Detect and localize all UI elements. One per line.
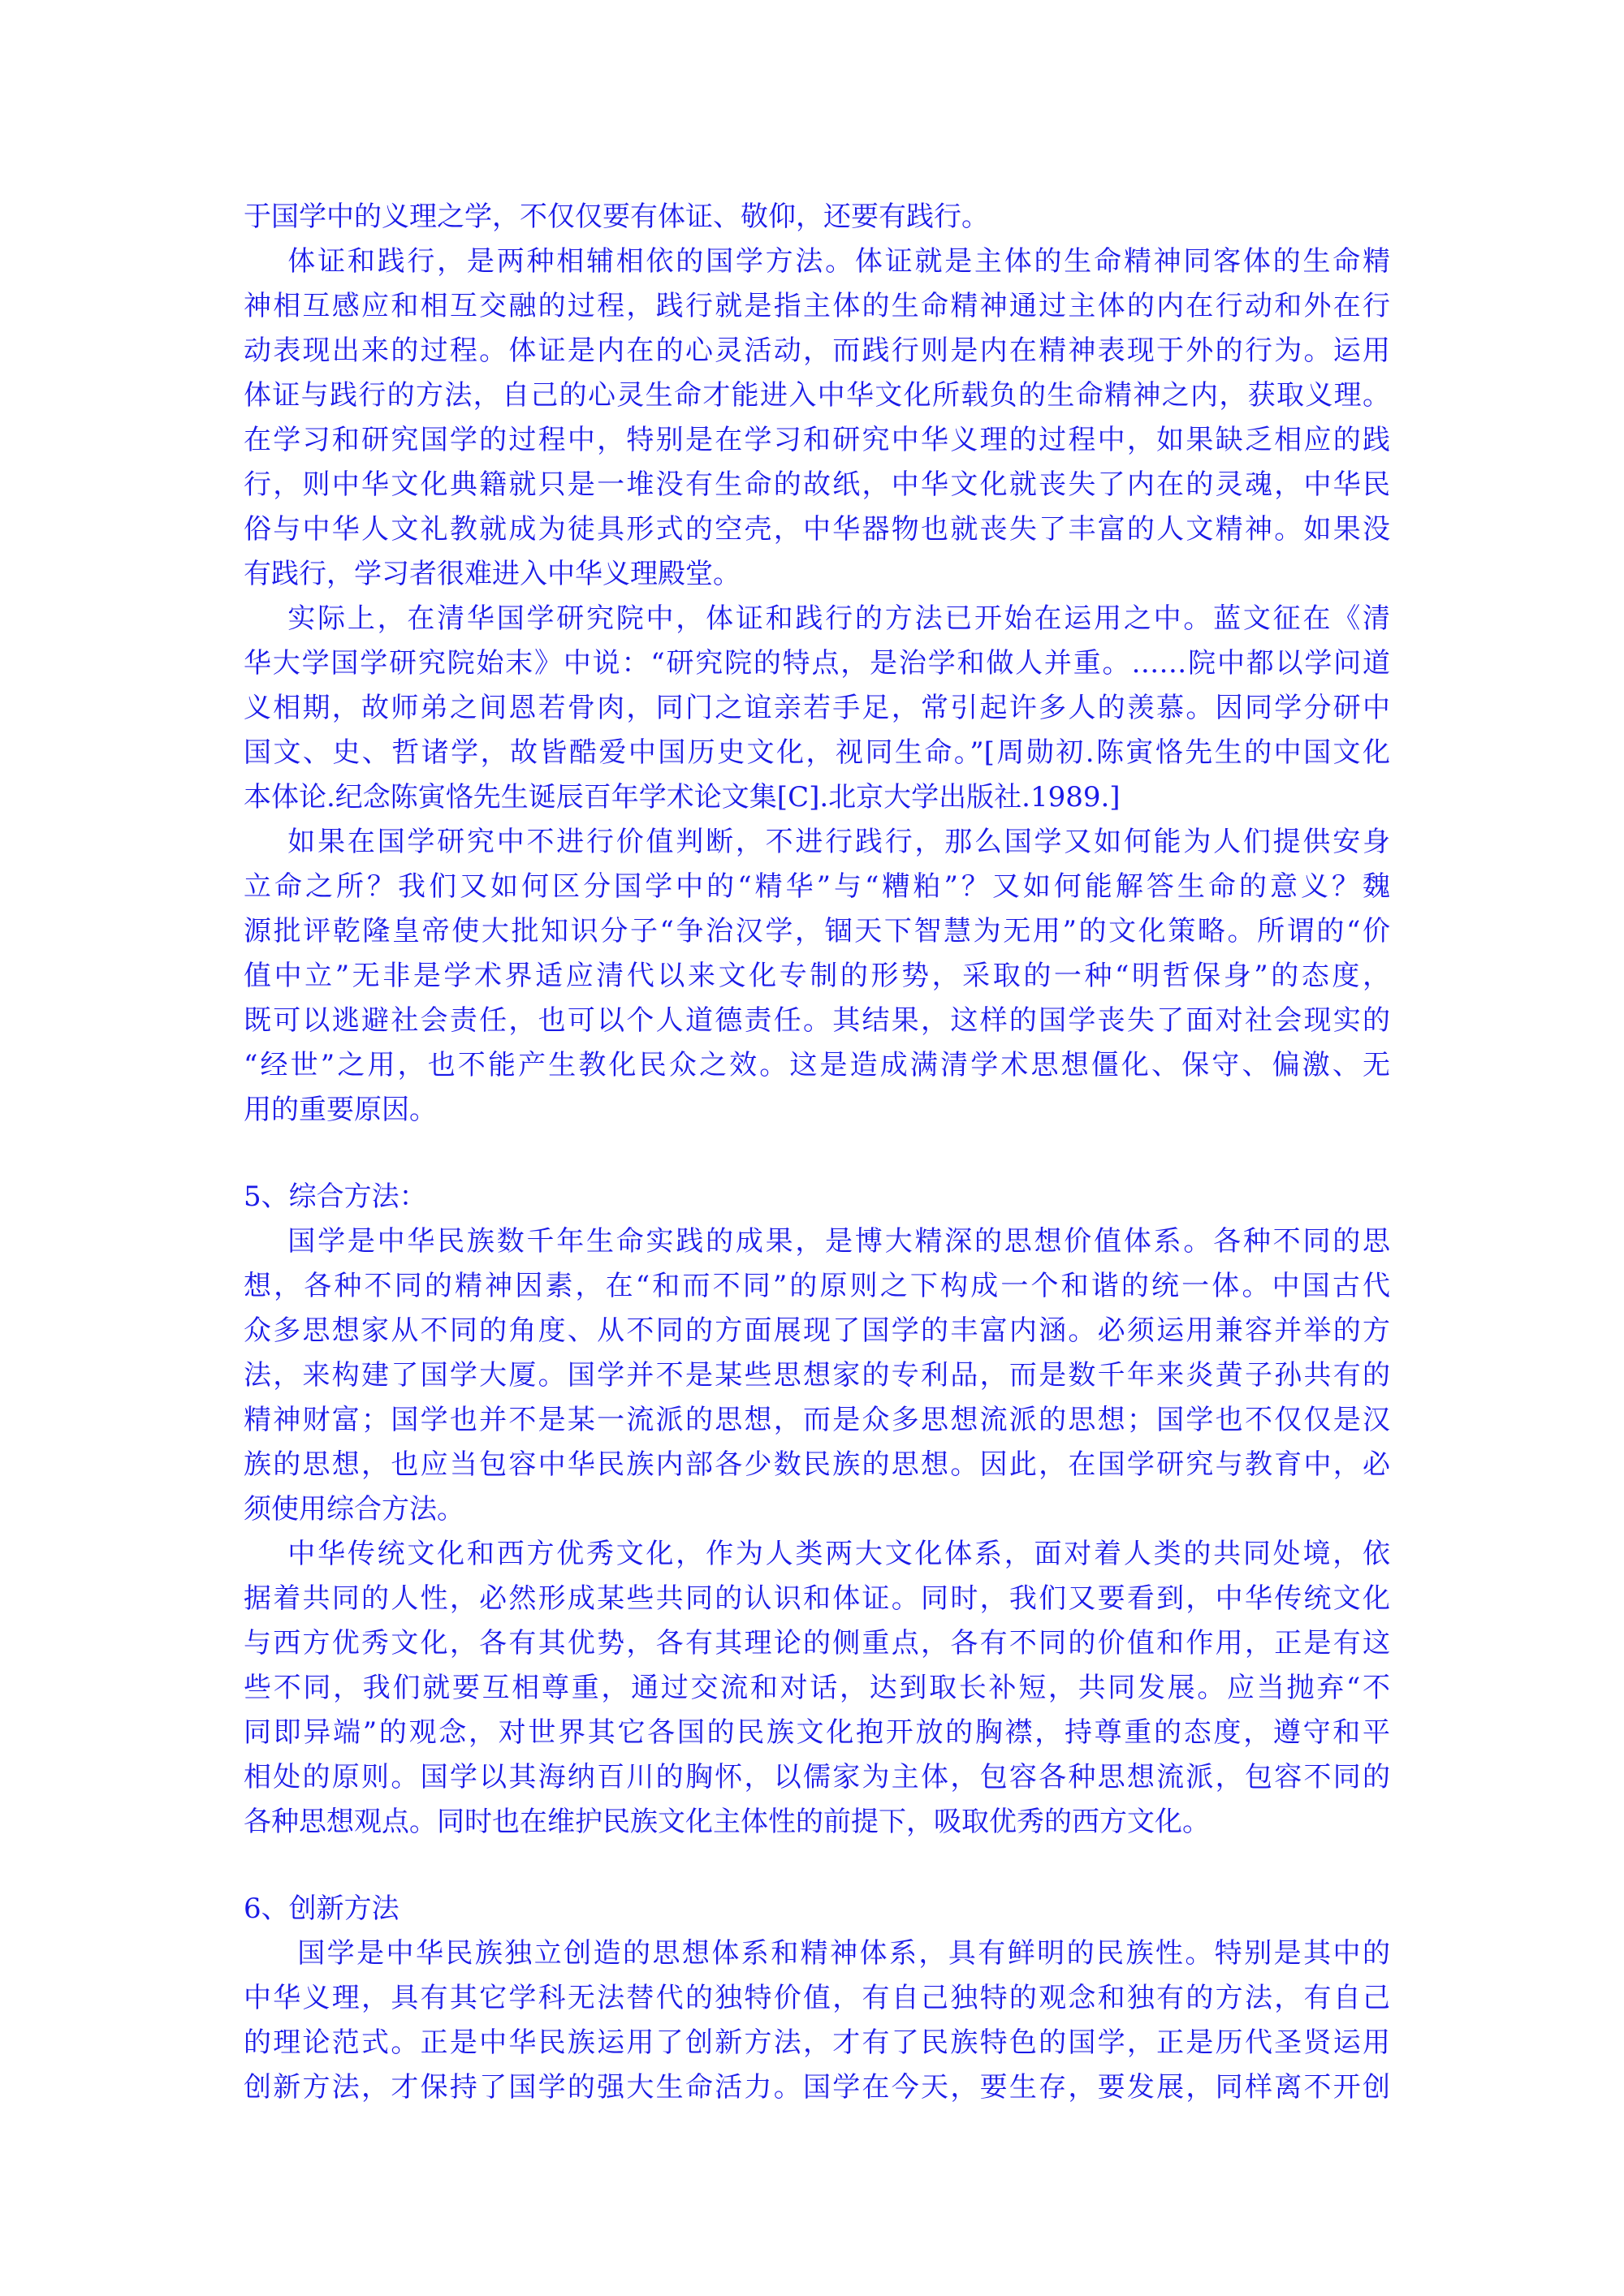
text-line: 用的重要原因。 (244, 1094, 437, 1126)
text-line: 的理论范式。正是中华民族运用了创新方法，才有了民族特色的国学，正是历代圣贤运用 (244, 2026, 1390, 2059)
paragraph-gap (244, 1133, 1390, 1175)
text-line: 既可以逃避社会责任，也可以个人道德责任。其结果，这样的国学丧失了面对社会现实的 (244, 1004, 1390, 1037)
text-line: 6、创新方法 (244, 1892, 400, 1925)
text-line: 须使用综合方法。 (244, 1493, 464, 1526)
text-line: 实际上，在清华国学研究院中，体证和践行的方法已开始在运用之中。蓝文征在《清 (244, 602, 1390, 635)
text-line: 国文、史、哲诸学，故皆酷爱中国历史文化，视同生命。”[周勋初.陈寅恪先生的中国文化 (244, 736, 1390, 769)
text-line: 各种思想观点。同时也在维护民族文化主体性的前提下，吸取优秀的西方文化。 (244, 1806, 1210, 1838)
text-line: 国学是中华民族独立创造的思想体系和精神体系，具有鲜明的民族性。特别是其中的 (244, 1937, 1390, 1970)
text-line: 同即异端”的观念，对世界其它各国的民族文化抱开放的胸襟，持尊重的态度，遵守和平 (244, 1716, 1390, 1749)
text-line: 据着共同的人性，必然形成某些共同的认识和体证。同时，我们又要看到，中华传统文化 (244, 1582, 1390, 1615)
text-line: 神相互感应和相互交融的过程，践行就是指主体的生命精神通过主体的内在行动和外在行 (244, 290, 1390, 322)
text-line: 如果在国学研究中不进行价值判断，不进行践行，那么国学又如何能为人们提供安身 (244, 826, 1390, 858)
text-line: 源批评乾隆皇帝使大批知识分子“争治汉学，锢天下智慧为无用”的文化策略。所谓的“价 (244, 915, 1390, 947)
text-line: 立命之所？我们又如何区分国学中的“精华”与“糟粕”？又如何能解答生命的意义？魏 (244, 870, 1390, 903)
text-line: 华大学国学研究院始末》中说：“研究院的特点，是治学和做人并重。……院中都以学问道 (244, 647, 1390, 680)
text-line: 想，各种不同的精神因素，在“和而不同”的原则之下构成一个和谐的统一体。中国古代 (244, 1270, 1390, 1302)
text-line: 中华传统文化和西方优秀文化，作为人类两大文化体系，面对着人类的共同处境，依 (244, 1538, 1390, 1570)
text-line: 在学习和研究国学的过程中，特别是在学习和研究中华义理的过程中，如果缺乏相应的践 (244, 424, 1390, 456)
text-line: 法，来构建了国学大厦。国学并不是某些思想家的专利品，而是数千年来炎黄子孙共有的 (244, 1359, 1390, 1392)
text-line: 本体论.纪念陈寅恪先生诞辰百年学术论文集[C].北京大学出版社.1989.] (244, 781, 1121, 814)
text-line: 体证和践行，是两种相辅相依的国学方法。体证就是主体的生命精神同客体的生命精 (244, 245, 1390, 278)
paragraph-gap (244, 1845, 1390, 1887)
text-line: “经世”之用，也不能产生教化民众之效。这是造成满清学术思想僵化、保守、偏激、无 (244, 1049, 1390, 1081)
text-line: 族的思想，也应当包容中华民族内部各少数民族的思想。因此，在国学研究与教育中，必 (244, 1448, 1390, 1481)
text-line: 创新方法，才保持了国学的强大生命活力。国学在今天，要生存，要发展，同样离不开创 (244, 2071, 1390, 2104)
text-line: 动表现出来的过程。体证是内在的心灵活动，而践行则是内在精神表现于外的行为。运用 (244, 334, 1390, 367)
text-line: 有践行，学习者很难进入中华义理殿堂。 (244, 558, 741, 590)
text-line: 行，则中华文化典籍就只是一堆没有生命的故纸，中华文化就丧失了内在的灵魂，中华民 (244, 468, 1390, 501)
text-line: 中华义理，具有其它学科无法替代的独特价值，有自己独特的观念和独有的方法，有自己 (244, 1982, 1390, 2014)
text-line: 国学是中华民族数千年生命实践的成果，是博大精深的思想价值体系。各种不同的思 (244, 1225, 1390, 1258)
text-line: 众多思想家从不同的角度、从不同的方面展现了国学的丰富内涵。必须运用兼容并举的方 (244, 1314, 1390, 1347)
text-line: 相处的原则。国学以其海纳百川的胸怀，以儒家为主体，包容各种思想流派，包容不同的 (244, 1761, 1390, 1793)
text-line: 于国学中的义理之学，不仅仅要有体证、敬仰，还要有践行。 (244, 201, 989, 233)
text-line: 俗与中华人文礼教就成为徒具形式的空壳，中华器物也就丧失了丰富的人文精神。如果没 (244, 513, 1390, 546)
text-line: 值中立”无非是学术界适应清代以来文化专制的形势，采取的一种“明哲保身”的态度， (244, 960, 1390, 992)
document-body (244, 195, 1390, 2110)
text-line: 体证与践行的方法，自己的心灵生命才能进入中华文化所载负的生命精神之内，获取义理。 (244, 379, 1390, 412)
text-line: 些不同，我们就要互相尊重，通过交流和对话，达到取长补短，共同发展。应当抛弃“不 (244, 1672, 1390, 1704)
text-line: 义相期，故师弟之间恩若骨肉，同门之谊亲若手足，常引起许多人的羡慕。因同学分研中 (244, 692, 1390, 724)
text-line: 与西方优秀文化，各有其优势，各有其理论的侧重点，各有不同的价值和作用，正是有这 (244, 1627, 1390, 1659)
text-line: 精神财富；国学也并不是某一流派的思想，而是众多思想流派的思想；国学也不仅仅是汉 (244, 1404, 1390, 1436)
text-line: 5、综合方法： (244, 1180, 427, 1213)
